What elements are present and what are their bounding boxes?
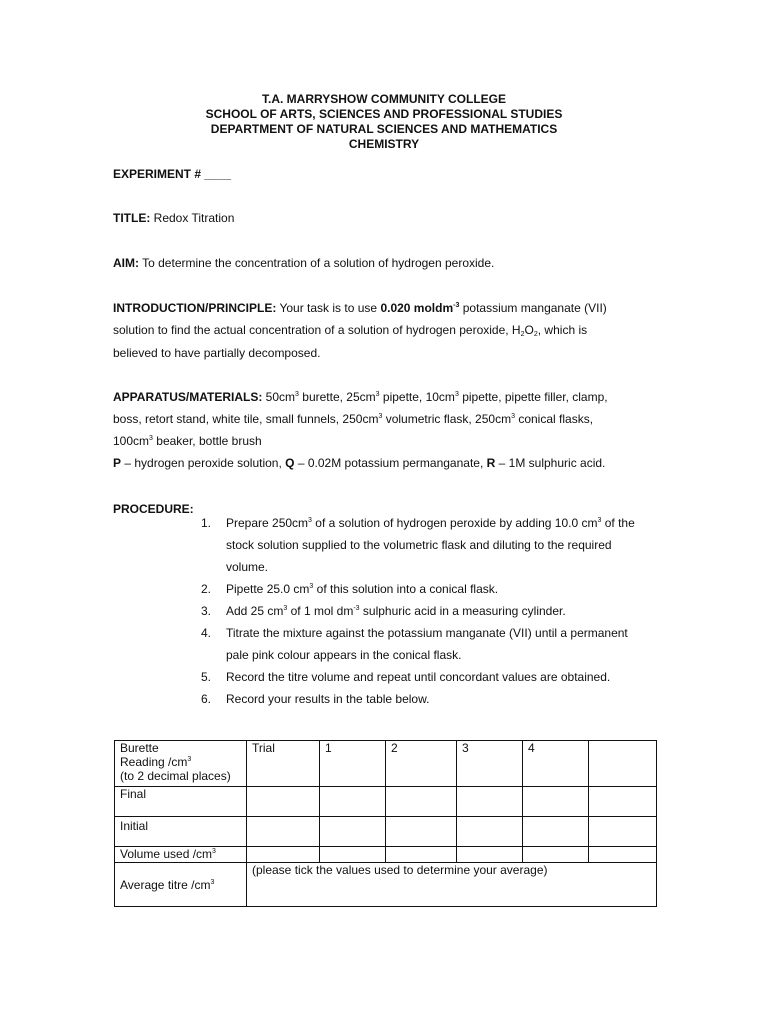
- table-cell[interactable]: [457, 817, 523, 847]
- school-name: SCHOOL OF ARTS, SCIENCES AND PROFESSIONAL STUDIES: [205, 107, 563, 121]
- intro-line-3: believed to have partially decomposed.: [113, 346, 321, 360]
- apparatus-line-3: $100cm^3$ beaker, bottle brush: [113, 434, 262, 448]
- col-header-1: 1: [320, 741, 386, 787]
- table-row: [115, 863, 657, 907]
- title-line: [113, 211, 673, 225]
- table-cell[interactable]: [320, 847, 386, 863]
- table-cell[interactable]: [589, 847, 657, 863]
- table-cell[interactable]: [320, 817, 386, 847]
- table-cell[interactable]: [457, 847, 523, 863]
- row-label-volume-used: Volume used $/cm^3$: [115, 847, 247, 863]
- table-cell[interactable]: [247, 847, 320, 863]
- trial-header: Trial: [247, 741, 320, 787]
- row-label-initial: Initial: [115, 817, 247, 847]
- procedure-step: 4. Titrate the mixture against the potassium manganate (VII) until a permanent pale pink colour appears in the conical flask.: [201, 626, 628, 662]
- table-cell[interactable]: [523, 817, 589, 847]
- concentration-value: 0.020 moldm$^{-3}$: [380, 301, 460, 315]
- row-label-final: Final: [115, 787, 247, 817]
- experiment-number: EXPERIMENT # ____: [113, 167, 232, 181]
- table-row: [115, 847, 657, 863]
- burette-reading-header: Burette Reading $/cm^3$ (to 2 decimal places): [115, 741, 247, 787]
- results-table: [114, 740, 657, 907]
- col-header-2: 2: [386, 741, 457, 787]
- procedure-step: 6. Record your results in the table below.: [201, 692, 430, 706]
- table-cell[interactable]: [320, 787, 386, 817]
- col-header-3: 3: [457, 741, 523, 787]
- apparatus-label: APPARATUS/MATERIALS:: [113, 390, 263, 404]
- table-cell[interactable]: [247, 817, 320, 847]
- procedure-step: 3. Add 25 $cm^3$ of 1 mol $dm^{-3}$ sulphuric acid in a measuring cylinder.: [201, 604, 566, 618]
- title-label: TITLE:: [113, 211, 151, 225]
- aim-line: [113, 256, 673, 270]
- college-name: T.A. MARRYSHOW COMMUNITY COLLEGE: [262, 92, 506, 106]
- title-value: Redox Titration: [153, 211, 235, 225]
- table-cell[interactable]: [523, 847, 589, 863]
- document-header: [0, 92, 768, 152]
- table-row: [115, 817, 657, 847]
- apparatus-line-1: APPARATUS/MATERIALS: $50cm^3$ burette, $25cm^3$ pipette, $10cm^3$ pipette, pipette filler, clamp,: [113, 390, 608, 404]
- aim-label: AIM:: [113, 256, 139, 270]
- col-header-5: [589, 741, 657, 787]
- average-note: (please tick the values used to determine your average): [252, 863, 548, 877]
- table-cell[interactable]: [386, 787, 457, 817]
- intro-label: INTRODUCTION/PRINCIPLE:: [113, 301, 277, 315]
- intro-line-1: INTRODUCTION/PRINCIPLE: Your task is to use 0.020 moldm$^{-3}$ potassium manganate (VII): [113, 301, 607, 315]
- table-row: [115, 787, 657, 817]
- table-header-row: [115, 741, 657, 787]
- department-name: DEPARTMENT OF NATURAL SCIENCES AND MATHEMATICS: [210, 122, 558, 136]
- procedure-step: 1. Prepare $250cm^3$ of a solution of hydrogen peroxide by adding 10.0 $cm^3$ of the stock solution supplied to the volumetric flask and diluting to the required volume.: [201, 516, 635, 574]
- table-cell[interactable]: [247, 787, 320, 817]
- reagents-line: P – hydrogen peroxide solution, Q – 0.02M potassium permanganate, R – 1M sulphuric acid.: [113, 456, 606, 470]
- table-cell[interactable]: [589, 817, 657, 847]
- apparatus-line-2: boss, retort stand, white tile, small funnels, $250cm^3$ volumetric flask, $250cm^3$ conical flasks,: [113, 412, 594, 426]
- table-cell[interactable]: [386, 847, 457, 863]
- procedure-label: PROCEDURE:: [113, 502, 194, 516]
- average-titre-cell[interactable]: [247, 863, 657, 907]
- table-cell[interactable]: [457, 787, 523, 817]
- row-label-average-titre: Average titre $/cm^3$: [115, 863, 247, 907]
- subject-name: CHEMISTRY: [348, 137, 420, 151]
- procedure-step: 5. Record the titre volume and repeat until concordant values are obtained.: [201, 670, 611, 684]
- col-header-4: 4: [523, 741, 589, 787]
- procedure-list: [201, 512, 661, 710]
- table-cell[interactable]: [523, 787, 589, 817]
- intro-line-2: solution to find the actual concentration of a solution of hydrogen peroxide, $H_2O_2$, which is: [113, 323, 588, 338]
- table-cell[interactable]: [589, 787, 657, 817]
- procedure-step: 2. Pipette 25.0 $cm^3$ of this solution into a conical flask.: [201, 582, 499, 596]
- table-cell[interactable]: [386, 817, 457, 847]
- aim-value: To determine the concentration of a solution of hydrogen peroxide.: [142, 256, 495, 270]
